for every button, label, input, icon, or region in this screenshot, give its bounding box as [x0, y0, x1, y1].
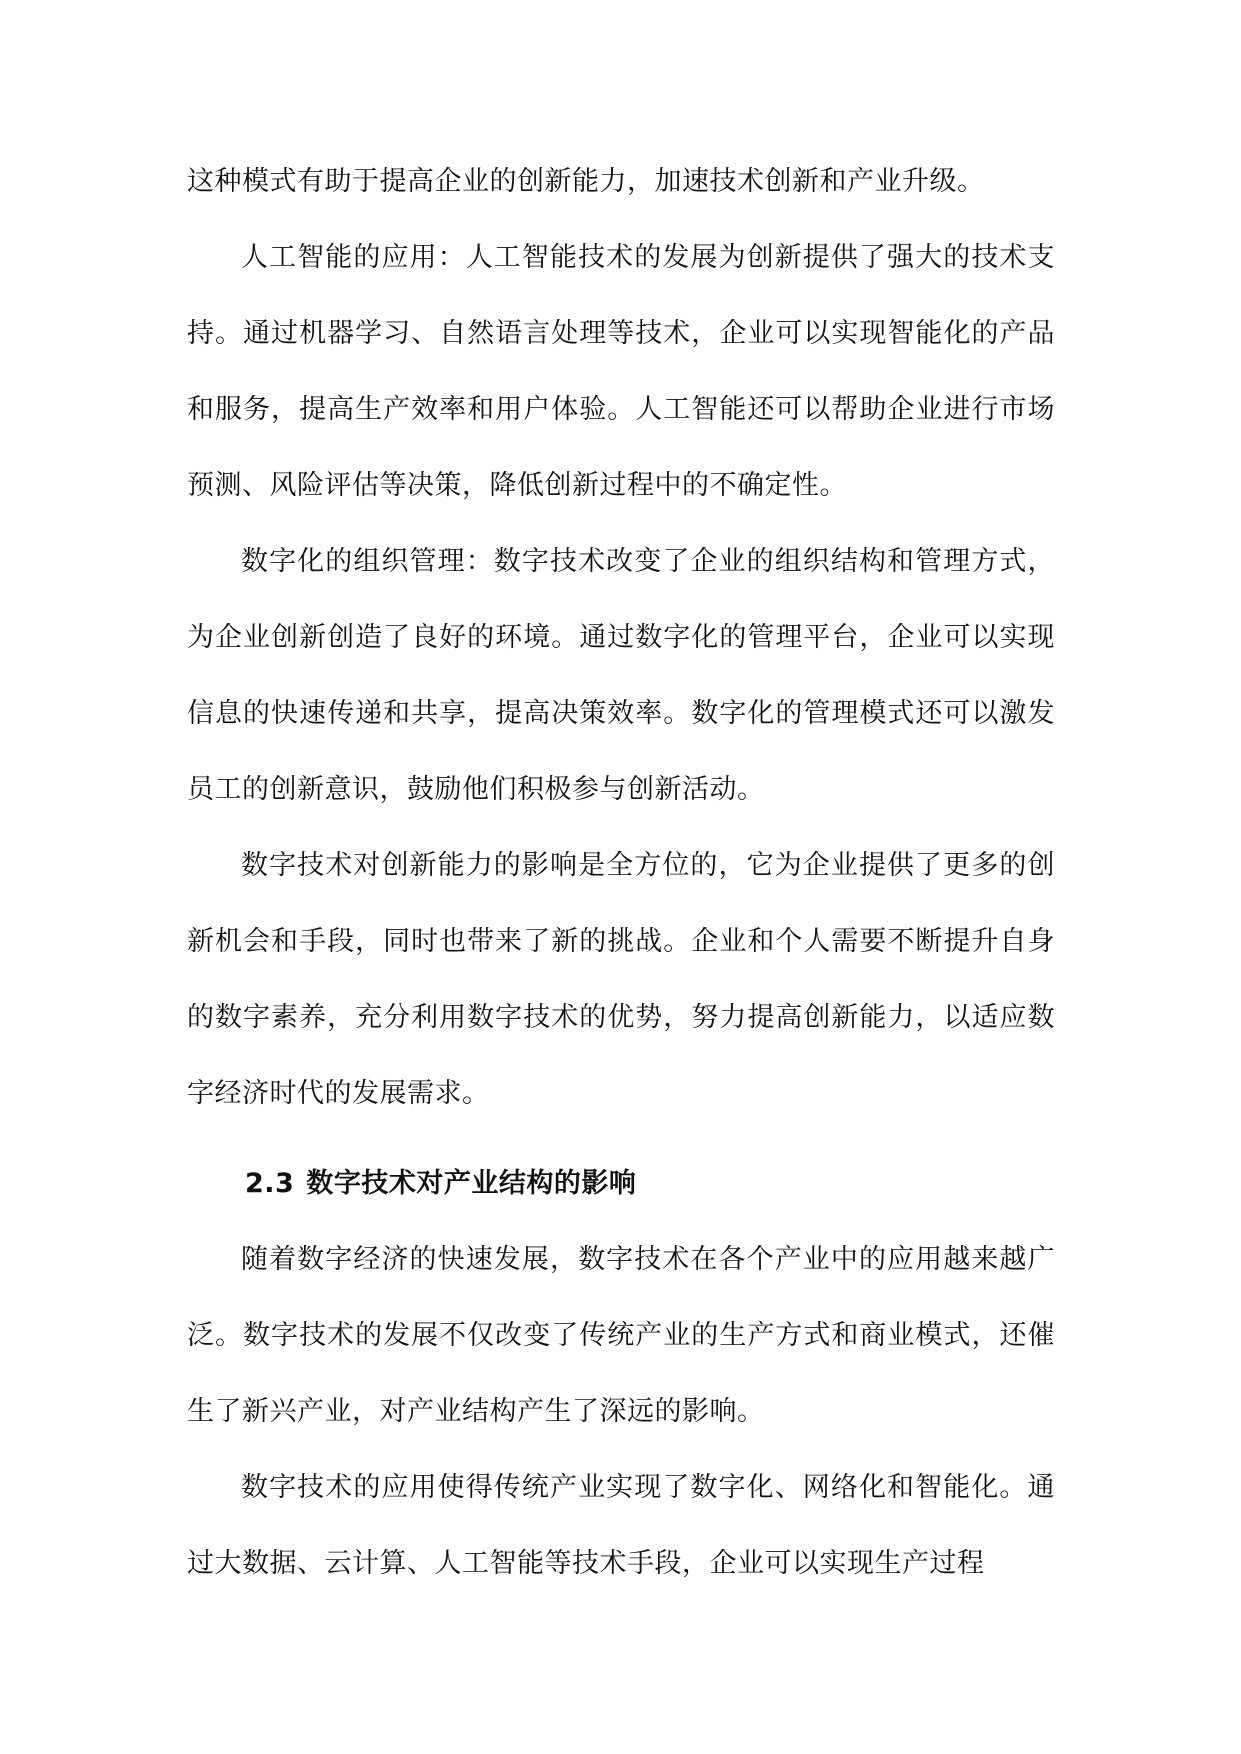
- paragraph-continuation: 这种模式有助于提高企业的创新能力，加速技术创新和产业升级。: [187, 166, 985, 197]
- paragraph-industry-intro: 随着数字经济的快速发展，数字技术在各个产业中的应用越来越广泛。数字技术的发展不仅改变了传统产业的生产方式和商业模式，还催生了新兴产业，对产业结构产生了深远的影响。: [187, 1244, 1055, 1427]
- document-body: [187, 144, 1055, 1602]
- paragraph-ai-application: 人工智能的应用：人工智能技术的发展为创新提供了强大的技术支持。通过机器学习、自然语言处理等技术，企业可以实现智能化的产品和服务，提高生产效率和用户体验。人工智能还可以帮助企业进行市场预测、风险评估等决策，降低创新过程中的不确定性。: [187, 242, 1055, 501]
- section-number: 2.3: [245, 1168, 295, 1199]
- paragraph-innovation-summary: 数字技术对创新能力的影响是全方位的，它为企业提供了更多的创新机会和手段，同时也带来了新的挑战。企业和个人需要不断提升自身的数字素养，充分利用数字技术的优势，努力提高创新能力，以适应数字经济时代的发展需求。: [187, 850, 1055, 1109]
- paragraph-digital-organization: 数字化的组织管理：数字技术改变了企业的组织结构和管理方式，为企业创新创造了良好的环境。通过数字化的管理平台，企业可以实现信息的快速传递和共享，提高决策效率。数字化的管理模式还可以激发员工的创新意识，鼓励他们积极参与创新活动。: [187, 546, 1055, 805]
- section-heading: [187, 1146, 1055, 1222]
- section-title: 数字技术对产业结构的影响: [306, 1168, 637, 1199]
- paragraph-traditional-industry: 数字技术的应用使得传统产业实现了数字化、网络化和智能化。通过大数据、云计算、人工智能等技术手段，企业可以实现生产过程: [187, 1472, 1055, 1579]
